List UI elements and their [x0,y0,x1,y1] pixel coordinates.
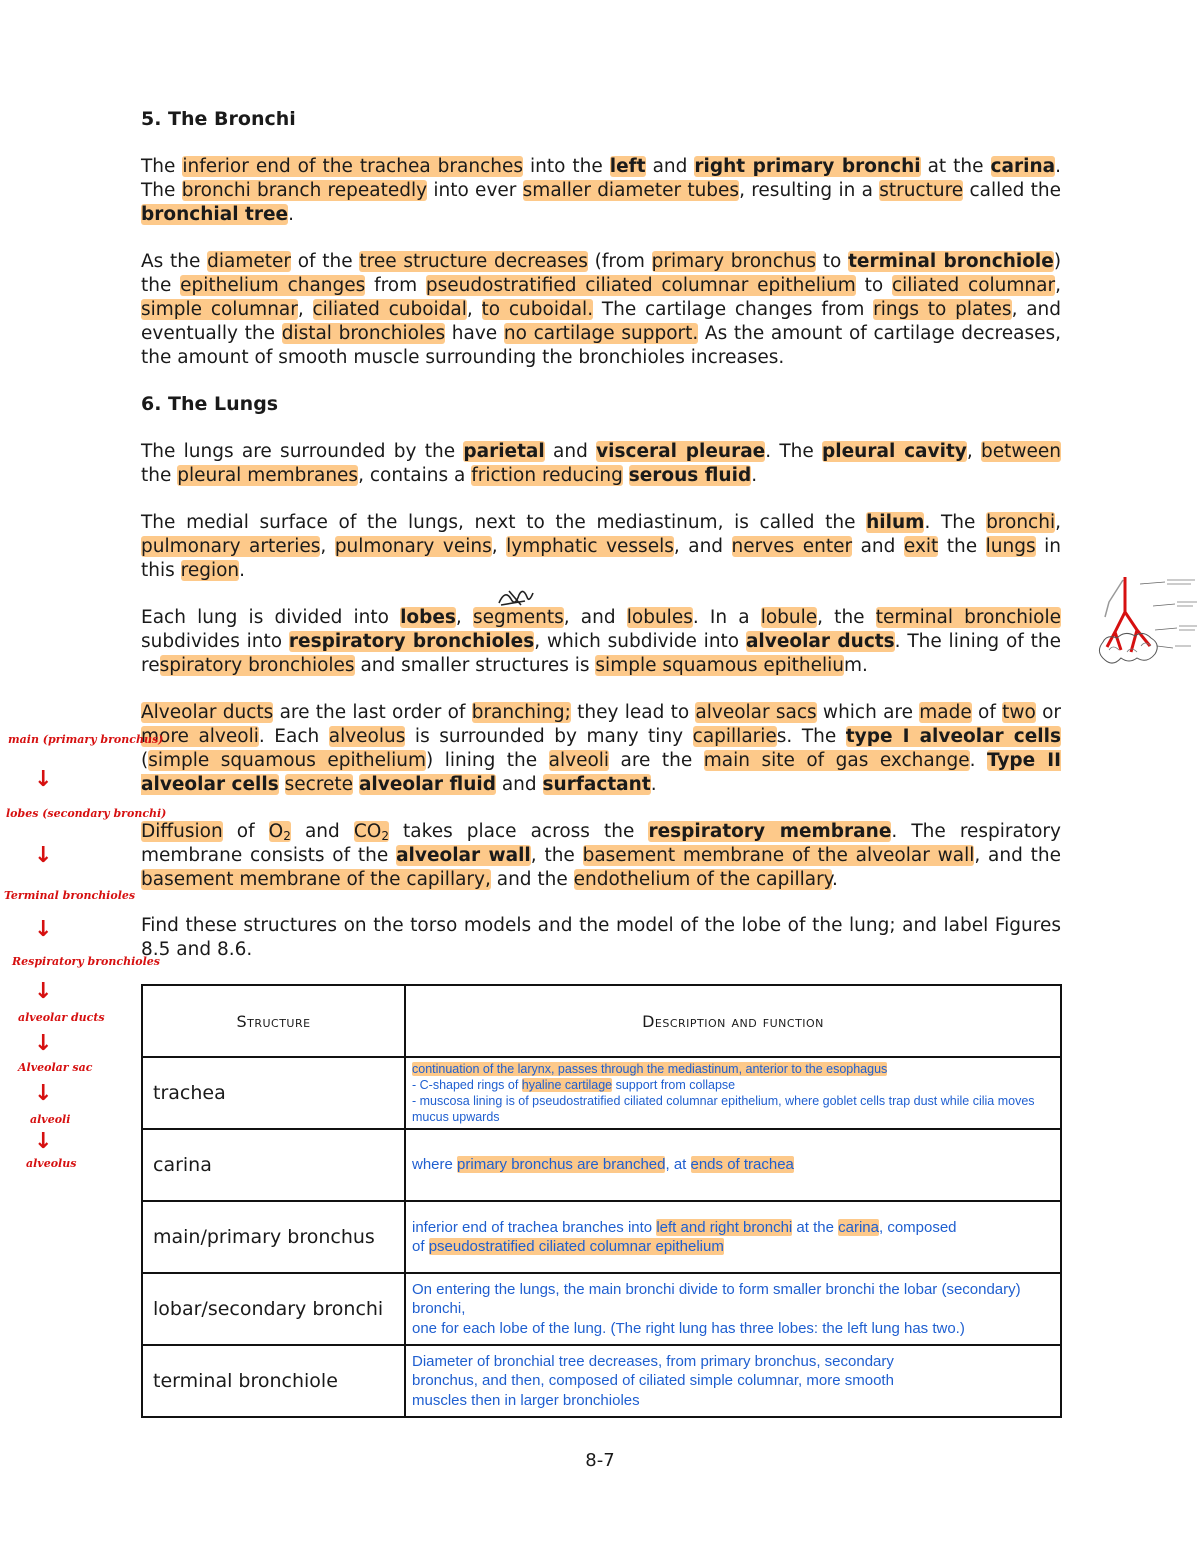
text-run: . The [765,441,823,462]
highlighted-text: left [609,156,646,177]
text-run: of [222,821,269,842]
highlighted-text: left and right bronchi [656,1218,793,1236]
highlighted-text: simple squamous epitheliu [595,655,845,676]
highlighted-text: distal bronchioles [281,323,446,344]
highlighted-text: capillarie [692,726,777,747]
text-run: - muscosa lining is of pseudostratified ciliated columnar epithelium, where goblet cells trap dust while cilia moves [412,1094,1035,1108]
text-run: - C-shaped rings of [412,1078,522,1092]
note-alveolar-sac: Alveolar sac [18,1061,93,1074]
highlighted-text: pleural cavity [822,441,967,462]
text-run: and the [490,869,574,890]
text-run: bronchus, and then, composed of ciliated simple columnar, more smooth [412,1372,894,1390]
highlighted-text: carina [990,156,1056,177]
text-run: which are [816,702,920,723]
table-row [142,1345,1061,1417]
highlighted-text: lobule [760,607,818,628]
highlighted-text: lymphatic vessels [506,536,674,557]
description-line [412,1155,1054,1175]
highlighted-text: right primary bronchi [694,156,921,177]
highlighted-text: alveolar sacs [695,702,817,723]
table-row [142,1201,1061,1273]
table-row [142,1129,1061,1201]
highlighted-text: $O_2$ [268,821,291,843]
highlighted-text: diameter [207,251,291,272]
highlighted-text: made [919,702,972,723]
highlighted-text: basement membrane of the capillary, [141,869,491,890]
highlighted-text: epithelium changes [180,275,366,296]
text-run: are the [609,750,704,771]
text-run: support from collapse [612,1078,736,1092]
highlighted-text: surfactant [542,774,651,795]
description-line [412,1391,1054,1411]
text-run: , [1055,275,1061,296]
description-line [412,1218,1054,1238]
highlighted-text: structure [879,180,964,201]
highlighted-text: between [981,441,1061,462]
text-run: , and eventually the [141,299,1062,344]
text-run: have [445,323,504,344]
header-description: Description and function [405,985,1061,1057]
text-run: and [645,156,695,177]
text-run: and smaller structures is [354,655,596,676]
text-run: are the last order of [273,702,472,723]
text-run: . [832,869,838,890]
highlighted-text: main site of gas exchange [703,750,970,771]
paragraph-lungs-5 [141,820,1061,892]
highlighted-text: lobes [400,607,456,628]
text-run: , which subdivide into [534,631,746,652]
text-run: into ever [427,180,523,201]
text-run: . The respiratory membrane consists of the [141,821,1061,866]
paragraph-lungs-4 [141,701,1061,797]
note-terminal-bronchioles: Terminal bronchioles [4,889,136,902]
arrow-down-icon: ↓ [34,843,53,868]
note-respiratory-bronchioles: Respiratory bronchioles [12,955,160,968]
text-run: at the [792,1218,839,1236]
highlighted-text: continuation of the larynx, passes through the mediastinum, anterior to the esophagus [412,1062,888,1076]
highlighted-text: ciliated cuboidal [312,299,467,320]
structure-name: main/primary bronchus [142,1201,405,1273]
highlighted-text: primary bronchus are branched [457,1156,666,1174]
text-run: The medial surface of the lungs, next to the mediastinum, is called the [141,512,867,533]
text-run: at the [920,156,991,177]
highlighted-text: pleural membranes [177,465,359,486]
text-run: Find these structures on the torso models and the model of the lobe of the lung; and label Figures 8.5 and 8.6. [141,915,1061,960]
description-line [412,1077,1054,1093]
text-run: . Each [258,726,329,747]
highlighted-text: tree structure decreases [359,251,588,272]
text-run: . The [924,512,987,533]
text-run: from [365,275,426,296]
text-run: On entering the lungs, the main bronchi divide to form smaller bronchi the lobar (secondary) bronchi, [412,1280,1021,1318]
text-run: the [938,536,986,557]
text-run: they lead to [570,702,696,723]
arrow-down-icon: ↓ [34,767,53,792]
paragraph-find-structures [141,914,1061,962]
text-run: , and the [974,845,1061,866]
text-run: subdivides into [141,631,289,652]
page-number: 8-7 [585,1450,615,1471]
text-run: takes place across the [388,821,649,842]
highlighted-text: branching; [471,702,571,723]
table-row [142,1273,1061,1345]
highlighted-text: primary bronchus [651,251,817,272]
text-run: ) the [141,251,1062,296]
highlighted-text: alveolar fluid [358,774,496,795]
highlighted-text: bronchi [986,512,1056,533]
text-run: mucus upwards [412,1110,500,1124]
highlighted-text: type I alveolar cells [845,726,1061,747]
table-header-row [142,985,1061,1057]
text-run: and [290,821,354,842]
highlighted-text: Diffusion [141,821,223,842]
text-run: of the [291,251,360,272]
highlighted-text: pseudostratified ciliated columnar epithelium [428,1238,724,1255]
text-run: As the [141,251,208,272]
highlighted-text: to cuboidal. [481,299,594,320]
highlighted-text: hyaline cartilage [521,1078,613,1092]
highlighted-text: spiratory bronchioles [159,655,355,676]
heading-bronchi: 5. The Bronchi [141,108,296,130]
text-run: . [239,560,246,581]
structure-description [405,1201,1061,1273]
description-line [412,1109,1054,1125]
text-run: of [971,702,1003,723]
text-run: , contains a [358,465,472,486]
highlighted-text: exit [903,536,939,557]
highlighted-text: visceral pleurae [596,441,766,462]
note-alveoli: alveoli [30,1113,71,1126]
arrow-down-icon: ↓ [34,1031,53,1056]
highlighted-text: more alveoli [141,726,259,747]
highlighted-text: friction reducing [471,465,623,486]
text-run: . [650,774,657,795]
text-run: called the [963,180,1061,201]
heading-lungs: 6. The Lungs [141,393,279,415]
description-line [412,1061,1054,1077]
text-run: , [466,299,482,320]
text-run: to [855,275,892,296]
highlighted-text: region [180,560,240,581]
text-run: muscles then in larger bronchioles [412,1391,640,1409]
arrow-down-icon: ↓ [34,979,53,1004]
structure-name: lobar/secondary bronchi [142,1273,405,1345]
text-run: is surrounded by many tiny [405,726,693,747]
text-run: , at [665,1156,691,1174]
highlighted-text: pulmonary veins [334,536,492,557]
text-run: of [412,1238,429,1255]
text-run: , [1055,512,1061,533]
pen-scribble-icon [495,585,535,609]
structure-description [405,1273,1061,1345]
text-run: , the [530,845,583,866]
note-main-bronchus: main (primary bronchus) [8,733,164,746]
text-run: inferior end of trachea branches into [412,1218,657,1236]
description-line [412,1319,1054,1339]
text-run: . [288,204,294,225]
highlighted-text: terminal bronchiole [848,251,1054,272]
structure-description [405,1057,1061,1129]
structure-description [405,1129,1061,1201]
text-run: , and [673,536,732,557]
arrow-down-icon: ↓ [34,1129,53,1154]
highlighted-text: lobules [626,607,693,628]
highlighted-text: endothelium of the capillary [573,869,832,890]
text-run: . In a [692,607,761,628]
note-alveolar-ducts: alveolar ducts [18,1011,105,1024]
text-run: , [297,299,313,320]
text-run: , [455,607,473,628]
highlighted-text: alveoli [548,750,610,771]
highlighted-text: pseudostratified ciliated columnar epithelium [425,275,856,296]
text-run: The [141,156,183,177]
text-run: , [320,536,335,557]
paragraph-lungs-3 [141,606,1061,678]
text-run: Diameter of bronchial tree decreases, from primary bronchus, secondary [412,1352,894,1370]
text-run: , [491,536,507,557]
text-run: ( [141,750,149,771]
highlighted-text: simple columnar [141,299,298,320]
text-run: As the amount of cartilage decreases, the amount of smooth muscle surrounding the bronchioles increases. [141,323,1062,368]
text-run: . The [141,156,1061,201]
text-run: The lungs are surrounded by the [141,441,464,462]
highlighted-text: two [1002,702,1036,723]
text-run: , resulting in a [739,180,880,201]
highlighted-text: simple squamous epithelium [148,750,427,771]
description-line [412,1093,1054,1109]
highlighted-text: ends of trachea [690,1156,794,1174]
description-line [412,1280,1054,1319]
highlighted-text: basement membrane of the alveolar wall [582,845,975,866]
handwritten-flow-notes [0,728,167,1178]
text-run: and [495,774,543,795]
highlighted-text: serous fluid [628,465,752,486]
note-alveolus: alveolus [26,1157,77,1170]
text-run: s. The [776,726,846,747]
highlighted-text: alveolus [328,726,406,747]
highlighted-text: alveolar wall [396,845,531,866]
text-run: in this [141,536,1062,581]
highlighted-text: parietal [463,441,545,462]
note-lobes: lobes (secondary bronchi) [6,807,167,820]
text-run: The cartilage changes from [593,299,874,320]
text-run: . [751,465,758,486]
description-line [412,1352,1054,1372]
paragraph-lungs-1 [141,440,1061,488]
highlighted-text: rings to plates [873,299,1012,320]
text-run: Each lung is divided into [141,607,401,628]
structure-description [405,1345,1061,1417]
paragraph-bronchi-2 [141,250,1061,370]
highlighted-text: smaller diameter tubes [522,180,740,201]
text-run: and [852,536,904,557]
paragraph-bronchi-1 [141,155,1061,227]
highlighted-text: pulmonary arteries [141,536,321,557]
highlighted-text: segments [472,607,564,628]
arrow-down-icon: ↓ [34,1081,53,1106]
highlighted-text: secrete [284,774,354,795]
text-run: , [966,441,981,462]
paragraph-lungs-2 [141,511,1061,583]
highlighted-text: bronchi branch repeatedly [181,180,428,201]
text-run: m. [844,655,868,676]
structure-name: trachea [142,1057,405,1129]
structure-name: terminal bronchiole [142,1345,405,1417]
highlighted-text: hilum [866,512,925,533]
text-run: the [141,465,178,486]
lung-lobule-sketch-icon [1095,572,1200,667]
description-line [412,1237,1054,1257]
highlighted-text: $CO_2$ [353,821,389,843]
text-run: , composed [878,1218,957,1236]
header-structure: Structure [142,985,405,1057]
highlighted-text: lungs [985,536,1036,557]
text-run: or [1035,702,1062,723]
text-run: , the [817,607,876,628]
highlighted-text: respiratory bronchioles [288,631,535,652]
highlighted-text: inferior end of the trachea branches [182,156,523,177]
text-run: , and [563,607,627,628]
table-row [142,1057,1061,1129]
highlighted-text: ciliated columnar [891,275,1056,296]
structure-table [141,984,1062,1418]
description-line [412,1371,1054,1391]
text-run: one for each lobe of the lung. (The right lung has three lobes: the left lung has two.) [412,1319,965,1337]
text-run: . The lining of the re [141,631,1062,676]
text-run: to [816,251,849,272]
structure-name: carina [142,1129,405,1201]
highlighted-text: terminal bronchiole [875,607,1061,628]
text-run: and [544,441,597,462]
highlighted-text: respiratory membrane [648,821,892,842]
text-run: (from [587,251,652,272]
text-run: ) lining the [426,750,549,771]
highlighted-text: carina [838,1218,879,1236]
highlighted-text: alveolar ducts [745,631,895,652]
text-run: where [412,1156,458,1174]
highlighted-text: no cartilage support. [503,323,699,344]
text-run: into the [523,156,610,177]
highlighted-text: nerves enter [731,536,853,557]
highlighted-text: bronchial tree [141,204,289,225]
arrow-down-icon: ↓ [34,917,53,942]
highlighted-text: Type II alveolar cells [141,750,1062,795]
text-run: . [969,750,987,771]
highlighted-text: Alveolar ducts [141,702,274,723]
